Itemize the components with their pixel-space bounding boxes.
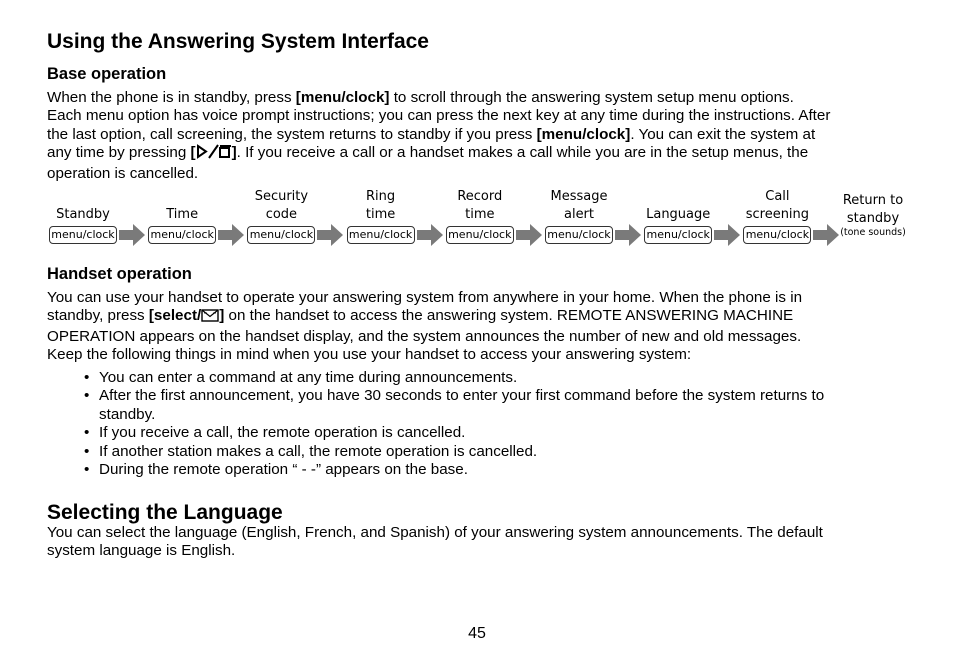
flow-arrow-icon: [316, 223, 344, 247]
flow-end-note: (tone sounds): [840, 227, 906, 238]
flow-arrow-icon: [713, 223, 741, 247]
list-item: • If you receive a call, the remote operation is cancelled.: [84, 424, 466, 442]
flow-step-label-line2: alert: [563, 207, 595, 222]
base-operation-text: When the phone is in standby, press [menu/clock] to scroll through the answering system setup menu options. Each menu option has voice prompt instructions; you can press the next key at any time during the instructions. After the last option, call screening, the system returns to standby if you press [menu/clock]. You can exit the system at any time by pressing [ ]. If you receive a call or a handset makes a call while you are in the setup menus, the operation is cancelled.: [47, 89, 831, 182]
menu-clock-key: menu/clock: [347, 226, 415, 244]
flow-step-label-line1: Ring: [366, 189, 396, 204]
list-item: • If another station makes a call, the remote operation is cancelled.: [84, 442, 538, 460]
flow-end-label-line2: standby: [846, 211, 900, 226]
flow-step-label-line1: Message: [550, 189, 608, 204]
menu-clock-key: menu/clock: [148, 226, 216, 244]
menu-clock-key: menu/clock: [247, 226, 315, 244]
flow-step-label-line2: code: [265, 207, 298, 222]
handset-notes-list: [47, 369, 927, 479]
handset-operation-text: You can use your handset to operate your answering system from anywhere in your home. When the phone is in standby, press [select/ ] on the handset to access the answering system. REMOTE ANSWERING MACHINE OPERATION appears on the handset display, and the system announces the number of new and old messages. Keep the following things in mind when you use your handset to access your answering system:: [47, 289, 803, 364]
flow-step-label-line2: time: [465, 207, 495, 222]
flow-step-label-line2: Language: [646, 207, 711, 222]
menu-clock-key: menu/clock: [545, 226, 613, 244]
flow-step-label-line2: Standby: [56, 207, 110, 222]
flow-arrow-icon: [217, 223, 245, 247]
flow-step-label-line1: Security: [254, 189, 309, 204]
base-operation-heading: Base operation: [47, 65, 167, 83]
flow-end-label-line1: Return to: [842, 193, 904, 208]
flow-arrow-icon: [614, 223, 642, 247]
menu-clock-key: menu/clock: [446, 226, 514, 244]
selecting-language-heading: Selecting the Language: [47, 501, 283, 524]
page-title: Using the Answering System Interface: [47, 30, 429, 53]
flow-step-label-line1: Call: [765, 189, 790, 204]
handset-operation-heading: Handset operation: [47, 265, 192, 283]
menu-clock-key: menu/clock: [644, 226, 712, 244]
flow-step-label-line2: Time: [166, 207, 199, 222]
flow-step-label-line1: Record: [457, 189, 503, 204]
flow-arrow-icon: [118, 223, 146, 247]
menu-clock-key: menu/clock: [49, 226, 117, 244]
flow-step-label-line2: screening: [745, 207, 810, 222]
page-number: 45: [468, 625, 486, 642]
list-item-continuation: standby.: [99, 405, 156, 423]
menu-clock-key: menu/clock: [743, 226, 811, 244]
selecting-language-text: You can select the language (English, French, and Spanish) of your answering system announcements. The default system language is English.: [47, 524, 823, 560]
list-item: • You can enter a command at any time during announcements.: [84, 369, 518, 386]
list-item: • During the remote operation “ - -” appears on the base.: [84, 461, 468, 479]
talk-end-icon: [196, 144, 232, 164]
flow-step-label-line2: time: [365, 207, 396, 222]
flow-arrow-icon: [515, 223, 543, 247]
flow-arrow-icon: [416, 223, 444, 247]
list-item: • After the first announcement, you have 30 seconds to enter your first command before the system returns to: [84, 387, 825, 405]
message-envelope-icon: [201, 309, 219, 327]
